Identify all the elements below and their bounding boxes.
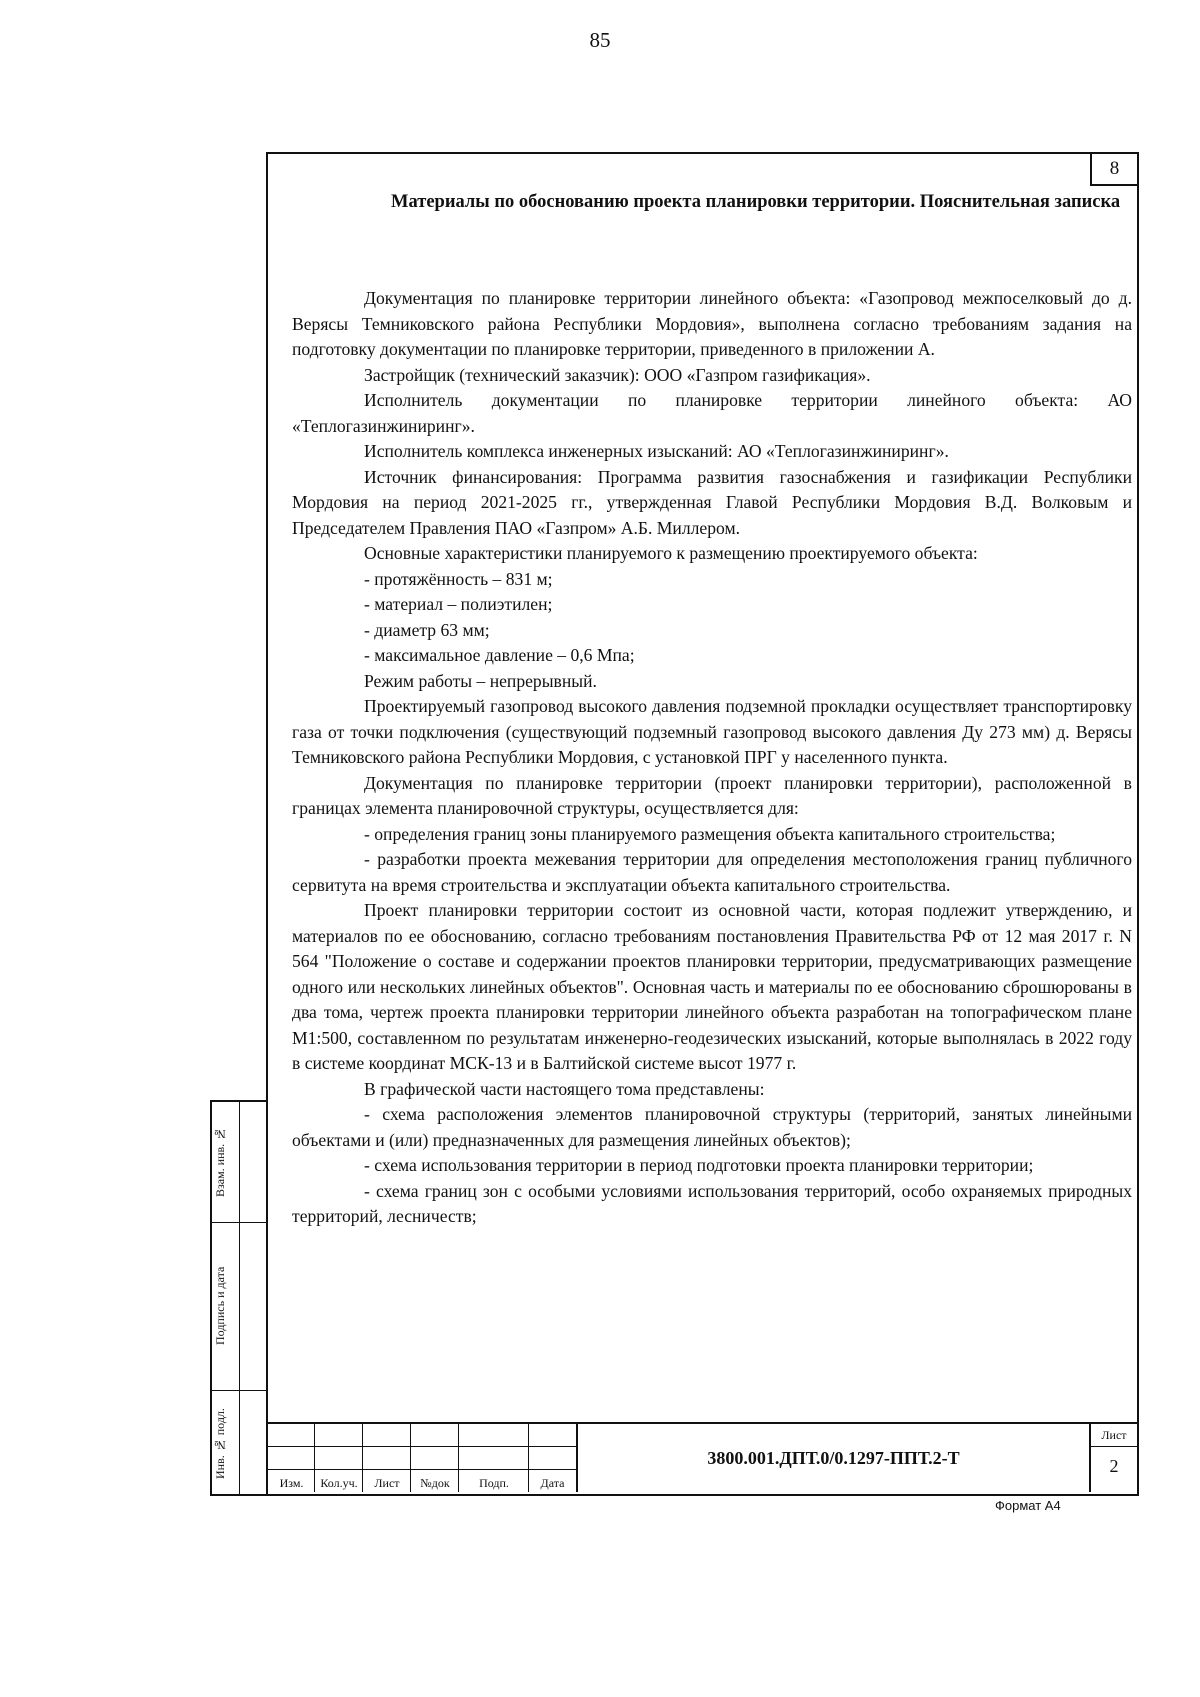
paragraph: - протяжённость – 831 м;: [364, 568, 553, 589]
paragraph: - разработки проекта межевания территории для определения местоположения границ публичного сервитута на время строительства и эксплуатации объекта капитального строительства.: [292, 849, 1132, 895]
paragraph: - материал – полиэтилен;: [364, 594, 553, 614]
sheet-value: 2: [1109, 1456, 1119, 1476]
paragraph: Документация по планировке территории (проект планировки территории), расположенной в границах элемента планировочной структуры, осуществляется для:: [292, 772, 1132, 818]
col-label-kol-uch: Кол.уч.: [320, 1476, 358, 1490]
side-stamp-replace-inv: Взам. инв. №: [213, 1126, 227, 1198]
format-label: Формат А4: [995, 1498, 1061, 1513]
col-label-ndok: №док: [420, 1476, 450, 1490]
col-label-izm: Изм.: [279, 1476, 304, 1490]
paragraph: Застройщик (технический заказчик): ООО «Газпром газификация».: [364, 364, 871, 385]
page-number: 85: [589, 28, 611, 52]
paragraph: Проект планировки территории состоит из основной части, которая подлежит утверждению, и материалов по ее обоснованию, согласно требованиям постановления Правительства РФ от 12 мая 2017 г. N 564 "Положение о составе и содержании проектов планировки территории, предусматривающих размещение одного или нескольких линейных объектов". Основная часть и материалы по ее обоснованию сброшюрованы в два тома, чертеж проекта планировки территории линейного объекта разработан на топографическом плане М1:500, составленном по результатам инженерно-геодезических изысканий, которые выполнялась в 2022 году в системе координат МСК-13 и в Балтийской системе высот 1977 г.: [292, 900, 1132, 1073]
col-label-data: Дата: [540, 1476, 565, 1490]
document-frame: [266, 152, 1139, 1496]
paragraph: - схема границ зон с особыми условиями использования территорий, особо охраняемых природных территорий, лесничеств;: [292, 1180, 1132, 1226]
sheet-label: Лист: [1091, 1426, 1137, 1447]
paragraph: Документация по планировке территории линейного объекта: «Газопровод межпоселковый до д. Верясы Темниковского района Республики Мордовия», выполнена согласно требованиям задания на подготовку документации по планировке территории, приведенного в приложении А.: [292, 288, 1132, 359]
side-stamp-signature-date: Подпись и дата: [213, 1266, 227, 1346]
paragraph: В графической части настоящего тома представлены:: [364, 1078, 765, 1099]
title-block: [268, 1422, 1137, 1494]
paragraph: Проектируемый газопровод высокого давления подземной прокладки осуществляет транспортировку газа от точки подключения (существующий подземный газопровод высокого давления Ду 273 мм) д. Верясы Темниковского района Республики Мордовия, с установкой ПРГ у населенного пункта.: [292, 696, 1132, 767]
document-body: [292, 286, 1132, 1230]
col-label-podp: Подп.: [479, 1476, 509, 1490]
document-code: 3800.001.ДПТ.0/0.1297-ППТ.2-Т: [707, 1448, 960, 1468]
section-heading: Материалы по обоснованию проекта планировки территории. Пояснительная записка: [391, 192, 1121, 212]
paragraph: Источник финансирования: Программа развития газоснабжения и газификации Республики Мордовия на период 2021-2025 гг., утвержденная Главой Республики Мордовия В.Д. Волковым и Председателем Правления ПАО «Газпром» А.Б. Миллером.: [292, 466, 1132, 538]
sheet-number-cell: [1089, 1424, 1137, 1492]
paragraph: - схема расположения элементов планировочной структуры (территорий, занятых линейными объектами и (или) предназначенных для размещения линейных объектов);: [292, 1104, 1132, 1150]
paragraph: - максимальное давление – 0,6 Мпа;: [364, 645, 635, 665]
side-stamp-inv-original: Инв. № подл.: [213, 1408, 227, 1480]
sheet-box: 8: [1090, 154, 1137, 186]
paragraph: Исполнитель комплекса инженерных изысканий: АО «Теплогазинжиниринг».: [364, 441, 949, 461]
paragraph: - схема использования территории в период подготовки проекта планировки территории;: [364, 1155, 1034, 1175]
paragraph: Режим работы – непрерывный.: [364, 670, 597, 691]
col-label-list: Лист: [374, 1476, 400, 1490]
paragraph: - диаметр 63 мм;: [364, 619, 490, 640]
paragraph: Исполнитель документации по планировке территории линейного объекта: АО «Теплогазинжиниринг».: [292, 390, 1132, 436]
side-stamp-block: [210, 1100, 266, 1496]
paragraph: Основные характеристики планируемого к размещению проектируемого объекта:: [364, 543, 978, 563]
revision-table: [268, 1424, 578, 1492]
paragraph: - определения границ зоны планируемого размещения объекта капитального строительства;: [364, 823, 1056, 844]
